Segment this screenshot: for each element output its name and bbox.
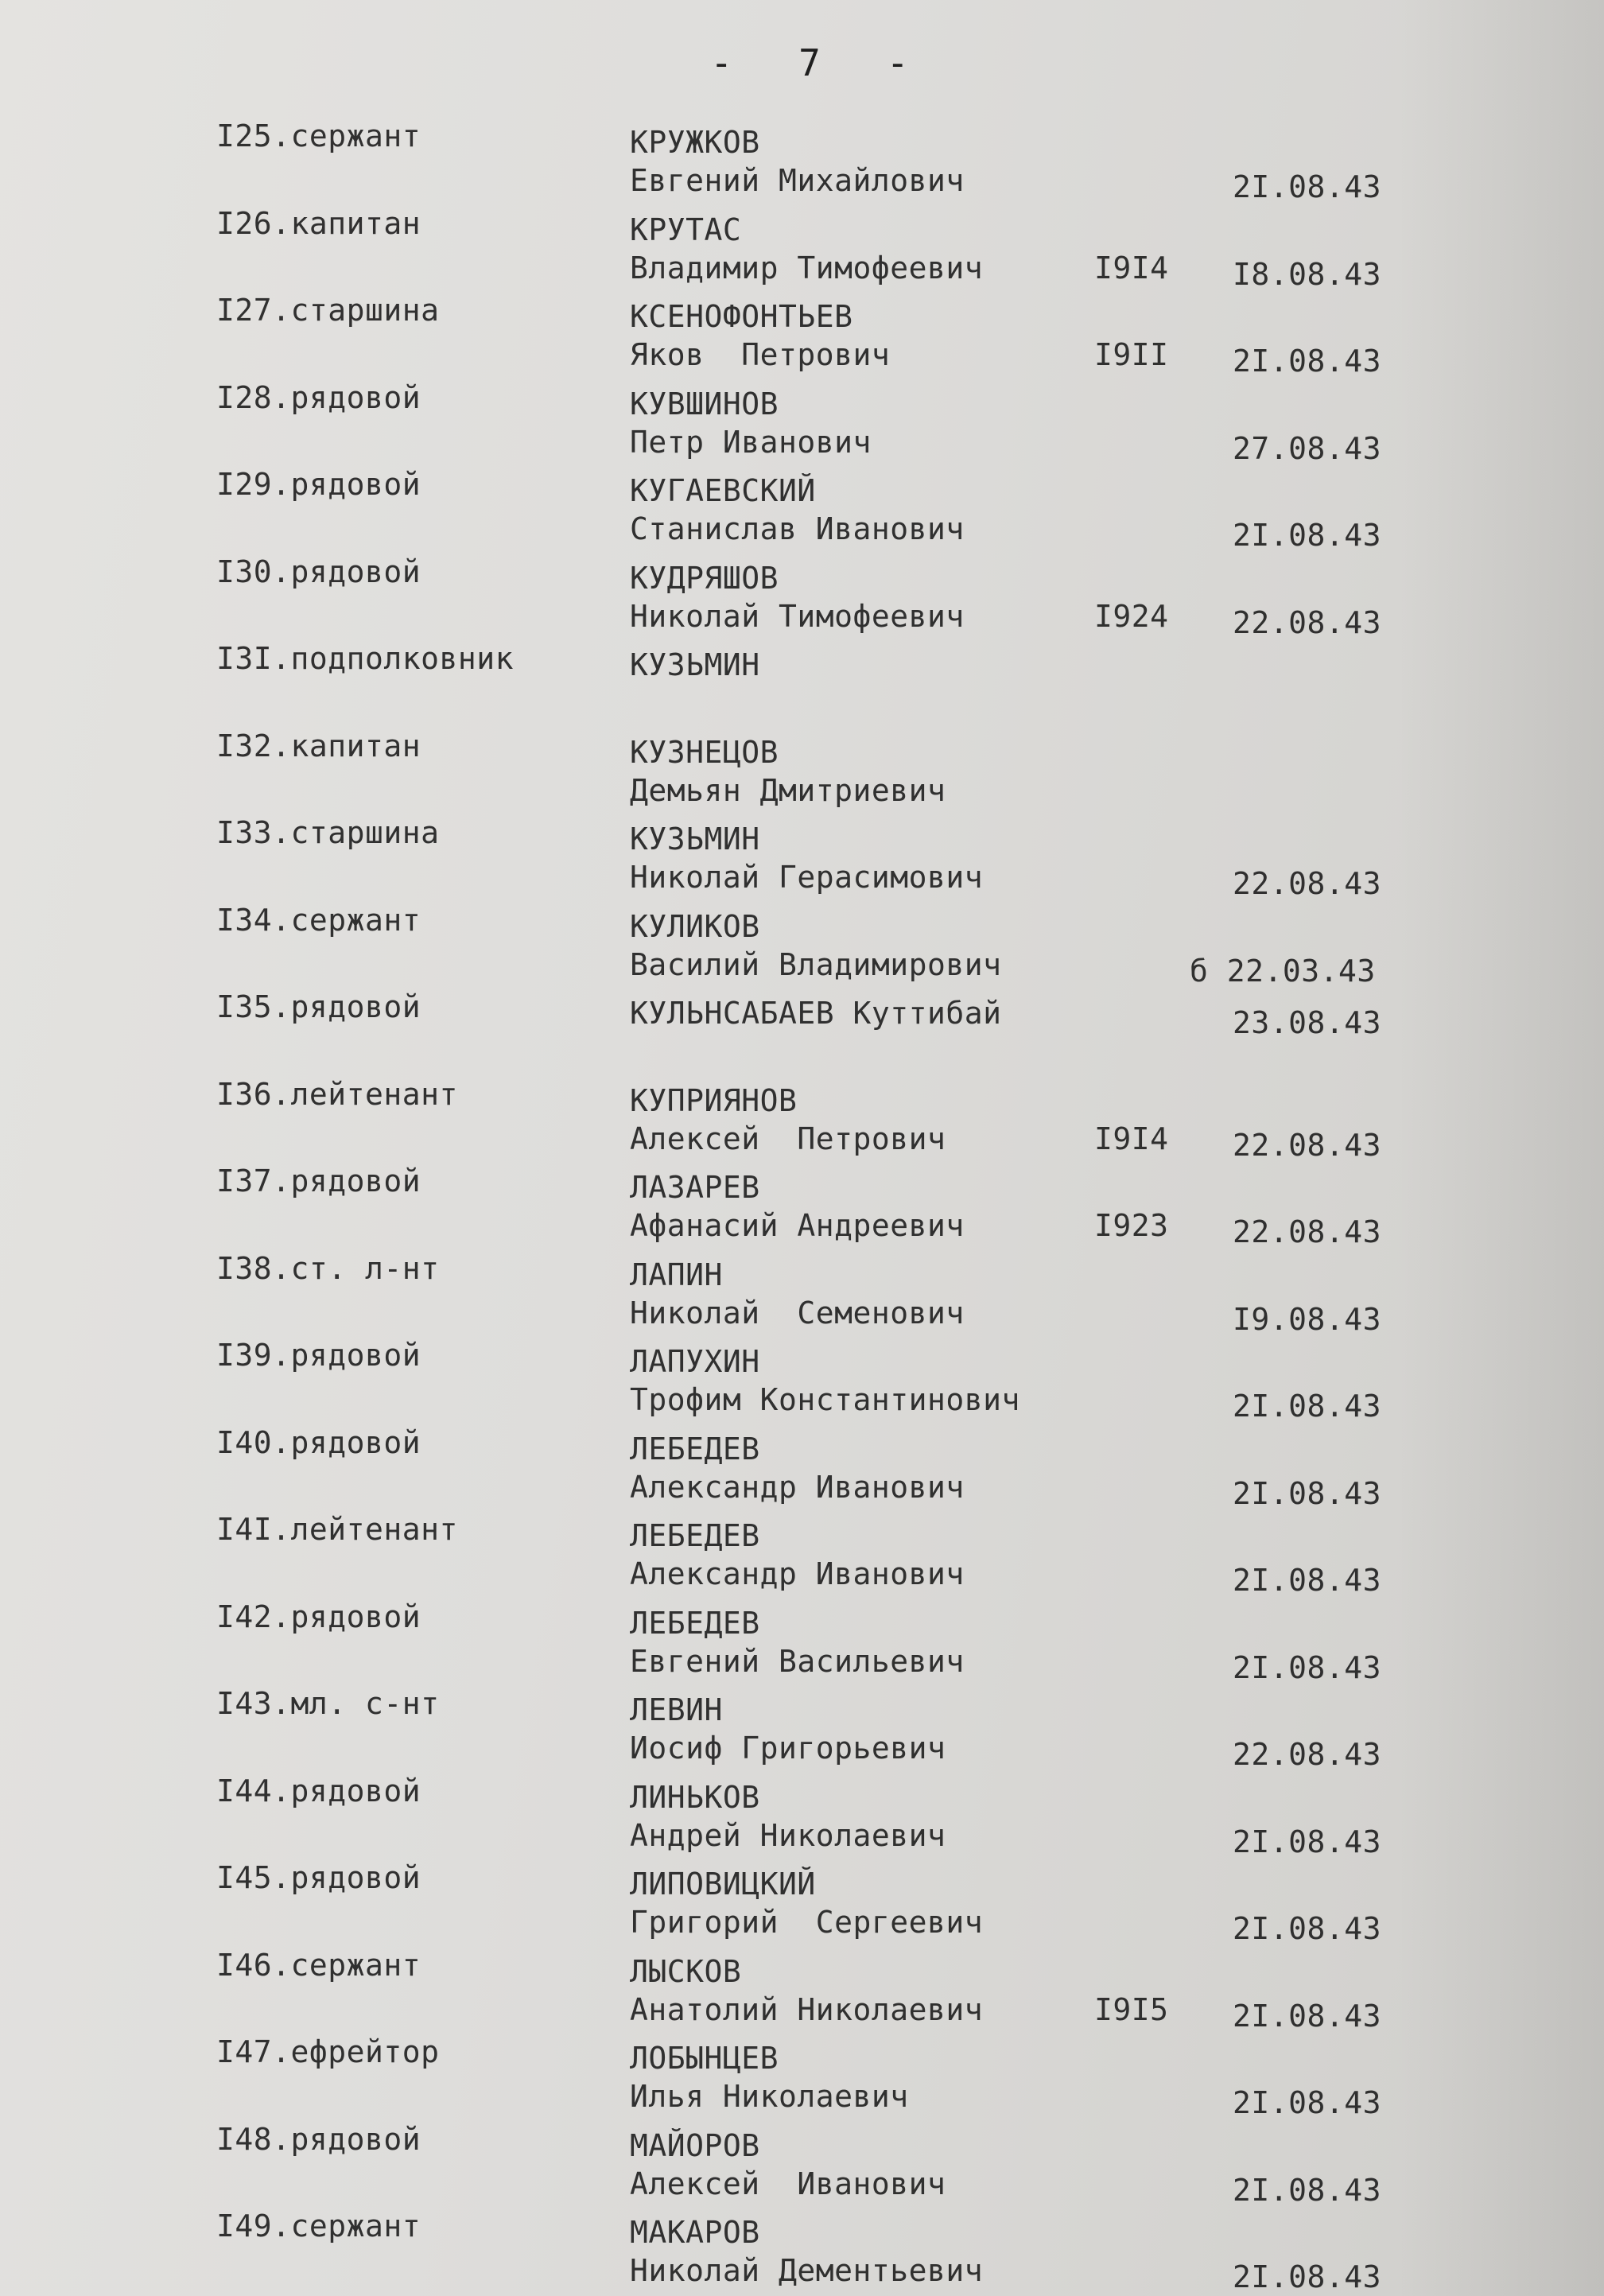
entry-given-names: Василий Владимирович (630, 947, 1002, 982)
list-entry (0, 728, 1604, 814)
entry-number: I34. (216, 903, 291, 938)
entry-rank: рядовой (290, 1338, 421, 1373)
entry-given-names: Алексей Иванович (630, 2166, 946, 2201)
entry-surname: КУПРИЯНОВ (630, 1083, 798, 1118)
entry-birth-year: I9I5 (1094, 1992, 1169, 2027)
entry-rank: сержант (290, 903, 421, 938)
list-entry (0, 989, 1604, 1074)
entry-given-names: Петр Иванович (630, 425, 872, 460)
entry-number: I37. (216, 1164, 291, 1199)
entry-number: I26. (216, 206, 291, 241)
entry-surname: ЛЕВИН (630, 1692, 723, 1727)
entry-number: I35. (216, 989, 291, 1024)
entry-surname: МАЙОРОВ (630, 2128, 760, 2163)
entry-rank: рядовой (290, 1425, 421, 1460)
entry-number: I39. (216, 1338, 291, 1373)
entry-number-rank (216, 379, 421, 416)
list-entry (0, 1947, 1604, 2033)
entry-rank: капитан (290, 206, 421, 241)
entry-date: 22.08.43 (1233, 605, 1382, 640)
entry-number-rank (216, 205, 421, 242)
list-entry (0, 118, 1604, 204)
entry-given-names: Евгений Васильевич (630, 1644, 965, 1679)
entry-given-names: Александр Иванович (630, 1470, 965, 1505)
entry-date: 22.08.43 (1233, 1737, 1382, 1772)
list-entry (0, 1250, 1604, 1336)
list-entry (0, 1511, 1604, 1597)
entry-date: 2I.08.43 (1233, 1999, 1382, 2034)
entry-birth-year: I9I4 (1094, 1121, 1169, 1156)
entry-rank: рядовой (290, 989, 421, 1024)
list-entry (0, 379, 1604, 465)
entry-surname: ЛЕБЕДЕВ (630, 1606, 760, 1641)
entry-surname: ЛАПИН (630, 1257, 723, 1292)
entry-surname: КУДРЯШОВ (630, 561, 779, 596)
entry-number-rank (216, 1599, 421, 1635)
entry-given-names: Владимир Тимофеевич (630, 251, 984, 286)
entry-number-rank (216, 902, 421, 938)
entry-rank: мл. с-нт (290, 1686, 440, 1721)
entry-given-names: Яков Петрович (630, 337, 891, 372)
entry-date: 22.08.43 (1233, 1214, 1382, 1249)
entry-number: I28. (216, 380, 291, 415)
entry-surname: КРУТАС (630, 212, 742, 247)
entry-rank: рядовой (290, 554, 421, 589)
entry-given-names: Алексей Петрович (630, 1121, 946, 1156)
entry-surname: ЛОБЫНЦЕВ (630, 2041, 779, 2076)
list-entry (0, 2034, 1604, 2119)
entry-number: I33. (216, 815, 291, 850)
entry-number: I47. (216, 2034, 291, 2069)
page-number: - 7 - (710, 41, 909, 84)
entry-number: I3I. (216, 641, 291, 676)
list-entry (0, 466, 1604, 552)
entry-rank: рядовой (290, 1599, 421, 1634)
entry-number-rank (216, 640, 514, 677)
list-entry (0, 2121, 1604, 2207)
entry-given-names: Афанасий Андреевич (630, 1208, 965, 1243)
entry-date: 2I.08.43 (1233, 2173, 1382, 2208)
entry-number: I36. (216, 1077, 291, 1112)
entry-number-rank (216, 2208, 421, 2244)
entry-rank: рядовой (290, 380, 421, 415)
entry-given-names: Николай Семенович (630, 1296, 965, 1331)
entry-number-rank (216, 1250, 440, 1287)
entry-number-rank (216, 1859, 421, 1896)
entry-given-names: Демьян Дмитриевич (630, 773, 946, 808)
entry-number-rank (216, 1947, 421, 1983)
entry-birth-year: I9I4 (1094, 251, 1169, 286)
entry-surname: ЛИНЬКОВ (630, 1780, 760, 1815)
entry-rank: рядовой (290, 467, 421, 502)
entry-date: 27.08.43 (1233, 431, 1382, 466)
entry-given-names: Станислав Иванович (630, 511, 965, 546)
entry-date: 2I.08.43 (1233, 2085, 1382, 2120)
entry-date: 2I.08.43 (1233, 1824, 1382, 1859)
entry-surname: КСЕНОФОНТЬЕВ (630, 299, 853, 334)
entry-rank: лейтенант (290, 1512, 458, 1547)
entry-rank: ефрейтор (290, 2034, 440, 2069)
list-entry (0, 1337, 1604, 1423)
entry-number-rank (216, 728, 421, 764)
entry-number-rank (216, 1773, 421, 1809)
entry-birth-year: I923 (1094, 1208, 1169, 1243)
entry-surname: КУЛИКОВ (630, 909, 760, 944)
entry-number: I40. (216, 1425, 291, 1460)
entry-given-names: Анатолий Николаевич (630, 1992, 984, 2027)
entry-surname: ЛАЗАРЕВ (630, 1170, 760, 1205)
entry-rank: сержант (290, 2209, 421, 2244)
entry-rank: старшина (290, 293, 440, 328)
entry-number-rank (216, 2034, 440, 2070)
entry-number: I25. (216, 118, 291, 153)
entry-number-rank (216, 554, 421, 590)
entry-birth-year: I9II (1094, 337, 1169, 372)
entry-number: I46. (216, 1948, 291, 1983)
list-entry (0, 1859, 1604, 1945)
entry-rank: сержант (290, 1948, 421, 1983)
entry-date: 2I.08.43 (1233, 1650, 1382, 1685)
entry-surname: КРУЖКОВ (630, 125, 760, 160)
entry-given-names: Андрей Николаевич (630, 1818, 946, 1853)
entry-given-names: Илья Николаевич (630, 2079, 909, 2114)
entry-date: 2I.08.43 (1233, 1563, 1382, 1598)
entry-surname: КУЛЬНСАБАЕВ Куттибай (630, 996, 1002, 1031)
entry-given-names: Николай Герасимович (630, 860, 984, 895)
entry-surname: ЛЫСКОВ (630, 1954, 742, 1989)
entry-number-rank (216, 2121, 421, 2158)
entry-date: 2I.08.43 (1233, 1476, 1382, 1511)
entry-date: I8.08.43 (1233, 257, 1382, 292)
entry-number: I45. (216, 1860, 291, 1895)
list-entry (0, 1685, 1604, 1771)
entry-surname: КУВШИНОВ (630, 387, 779, 422)
entry-date: I9.08.43 (1233, 1302, 1382, 1337)
entry-date: 2I.08.43 (1233, 518, 1382, 553)
entry-number: I42. (216, 1599, 291, 1634)
list-entry (0, 640, 1604, 726)
entry-number: I38. (216, 1251, 291, 1286)
list-entry (0, 1599, 1604, 1684)
entry-birth-year: I924 (1094, 599, 1169, 634)
entry-date: 2I.08.43 (1233, 1389, 1382, 1424)
entry-rank: рядовой (290, 1773, 421, 1808)
entry-rank: капитан (290, 728, 421, 763)
entry-number: I48. (216, 2122, 291, 2157)
entry-rank: ст. л-нт (290, 1251, 440, 1286)
entry-date: б 22.03.43 (1190, 954, 1376, 989)
entry-number-rank (216, 1685, 440, 1722)
list-entry (0, 814, 1604, 900)
list-entry (0, 554, 1604, 639)
list-entry (0, 205, 1604, 291)
entry-number-rank (216, 118, 421, 154)
entry-date: 2I.08.43 (1233, 344, 1382, 379)
entry-number: I27. (216, 293, 291, 328)
entry-surname: ЛАПУХИН (630, 1344, 760, 1379)
entry-number: I49. (216, 2209, 291, 2244)
entry-date: 23.08.43 (1233, 1005, 1382, 1040)
entry-date: 22.08.43 (1233, 1128, 1382, 1163)
entry-surname: КУЗЬМИН (630, 647, 760, 682)
entry-rank: старшина (290, 815, 440, 850)
entry-rank: рядовой (290, 1860, 421, 1895)
entry-date: 22.08.43 (1233, 866, 1382, 901)
entry-number-rank (216, 1076, 458, 1113)
entry-number: I4I. (216, 1512, 291, 1547)
list-entry (0, 292, 1604, 378)
entry-given-names: Григорий Сергеевич (630, 1905, 984, 1940)
entry-given-names: Иосиф Григорьевич (630, 1731, 946, 1766)
entry-date: 2I.08.43 (1233, 169, 1382, 204)
entry-given-names: Александр Иванович (630, 1556, 965, 1591)
entry-surname: ЛИПОВИЦКИЙ (630, 1867, 816, 1902)
entry-number: I29. (216, 467, 291, 502)
entry-number-rank (216, 1337, 421, 1373)
entry-number-rank (216, 814, 440, 851)
entry-rank: рядовой (290, 1164, 421, 1199)
entry-rank: подполковник (290, 641, 515, 676)
entry-number-rank (216, 466, 421, 503)
entry-number-rank (216, 1424, 421, 1461)
list-entry (0, 1076, 1604, 1162)
list-entry (0, 2208, 1604, 2294)
entry-surname: ЛЕБЕДЕВ (630, 1432, 760, 1467)
list-entry (0, 902, 1604, 988)
entry-given-names: Николай Тимофеевич (630, 599, 965, 634)
entry-rank: сержант (290, 118, 421, 153)
entry-number-rank (216, 1511, 458, 1548)
entry-surname: КУЗНЕЦОВ (630, 735, 779, 770)
entry-given-names: Трофим Константинович (630, 1382, 1020, 1417)
entry-given-names: Николай Дементьевич (630, 2253, 984, 2288)
list-entry (0, 1424, 1604, 1510)
entry-number: I30. (216, 554, 291, 589)
entry-number-rank (216, 1163, 421, 1199)
entry-surname: МАКАРОВ (630, 2215, 760, 2250)
entry-rank: рядовой (290, 2122, 421, 2157)
entry-number: I43. (216, 1686, 291, 1721)
entry-number-rank (216, 292, 440, 328)
entry-number-rank (216, 989, 421, 1025)
list-entry (0, 1773, 1604, 1859)
entry-number: I44. (216, 1773, 291, 1808)
list-entry (0, 1163, 1604, 1249)
entry-rank: лейтенант (290, 1077, 458, 1112)
entry-number: I32. (216, 728, 291, 763)
entry-date: 2I.08.43 (1233, 2259, 1382, 2294)
entry-surname: КУГАЕВСКИЙ (630, 473, 816, 508)
entry-given-names: Евгений Михайлович (630, 163, 965, 198)
entry-surname: КУЗЬМИН (630, 822, 760, 857)
entry-surname: ЛЕБЕДЕВ (630, 1518, 760, 1553)
entry-date: 2I.08.43 (1233, 1911, 1382, 1946)
